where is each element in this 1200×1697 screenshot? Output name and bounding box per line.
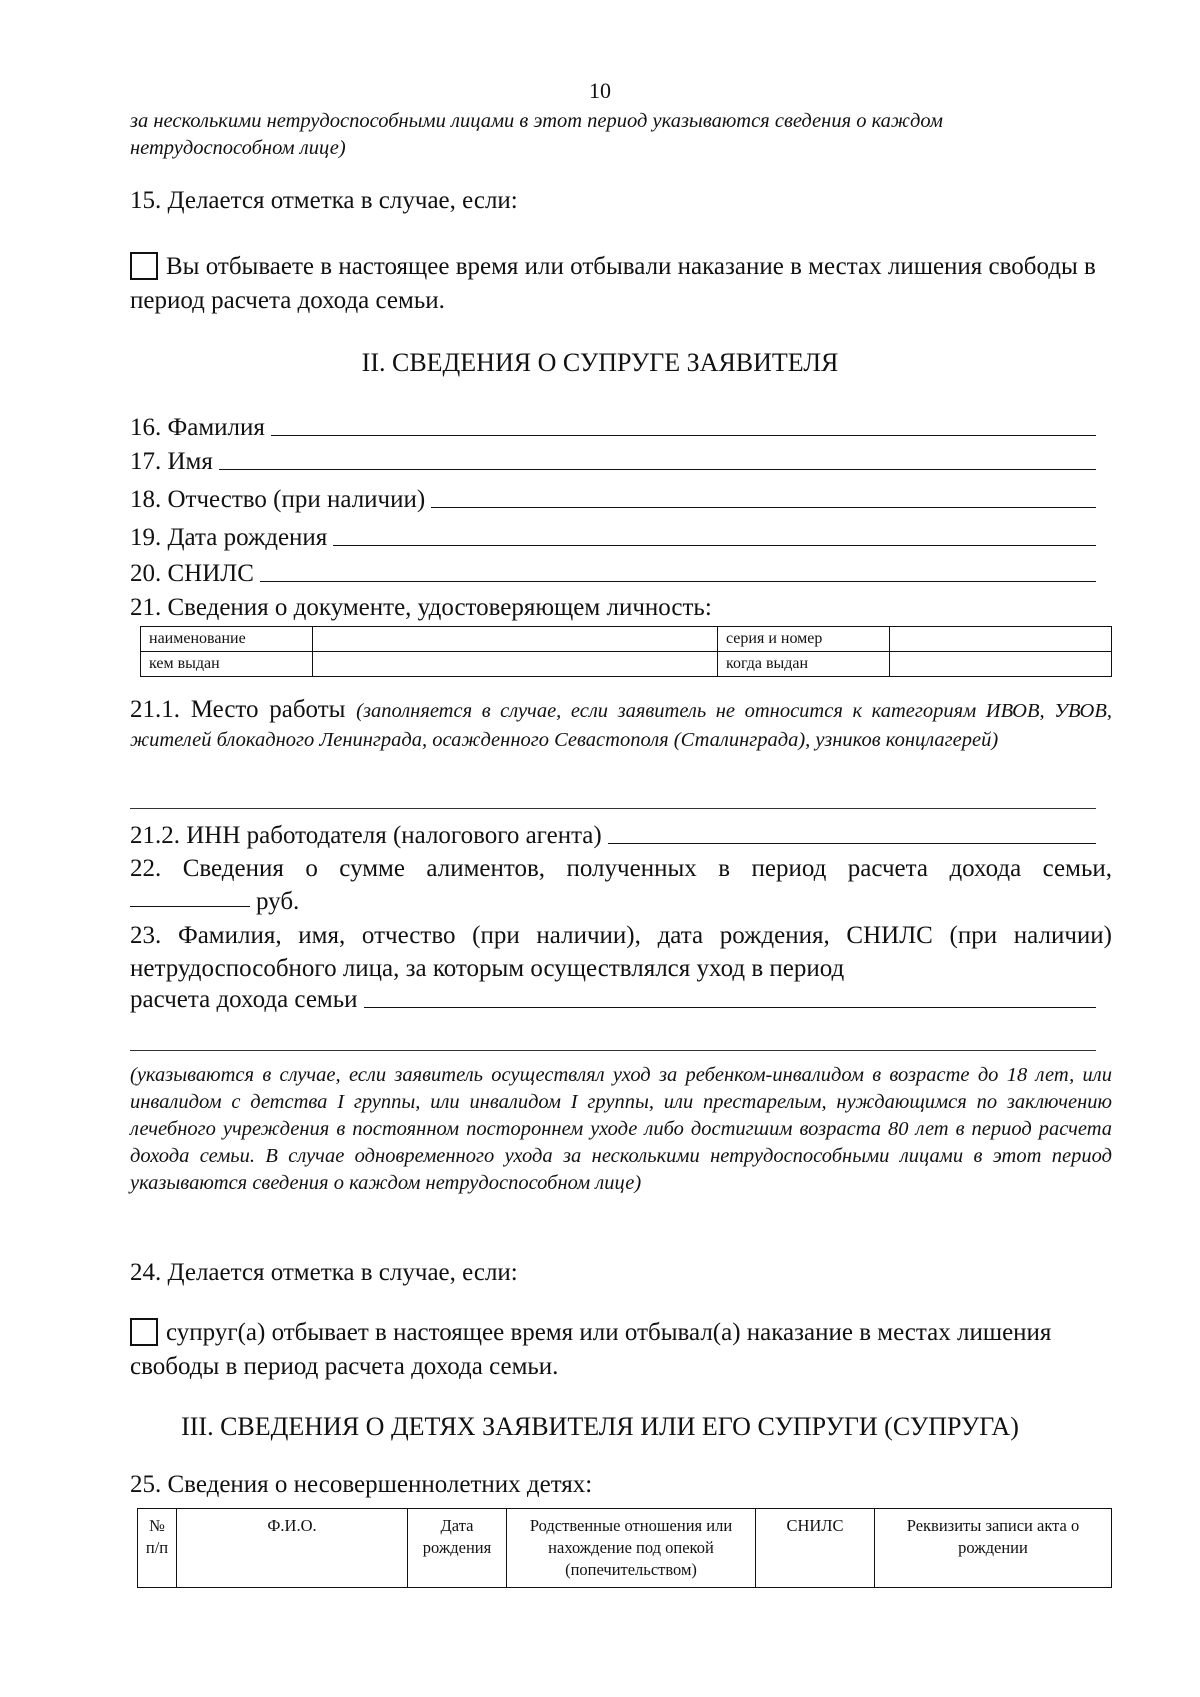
page-number: 10	[589, 78, 611, 103]
birth-date-field	[130, 518, 1096, 552]
section-2-title: II. СВЕДЕНИЯ О СУПРУГЕ ЗАЯВИТЕЛЯ	[361, 348, 839, 377]
workplace-input[interactable]	[130, 808, 1096, 809]
children-table	[137, 1508, 1112, 1588]
id-document-label: 21. Сведения о документе, удостоверяющем личность:	[130, 594, 712, 621]
first-name-label: 17. Имя	[130, 448, 213, 475]
surname-input[interactable]	[271, 434, 1096, 436]
surname-field	[130, 408, 1096, 442]
doc-issued-by-label: кем выдан	[141, 652, 313, 677]
doc-series-label: серия и номер	[718, 627, 890, 652]
col-birth-date: Дата рождения	[408, 1509, 507, 1588]
top-note: за несколькими нетрудоспособными лицами в этот период указываются сведения о каждом нетрудоспособном лице)	[130, 110, 943, 159]
item-22-amount-row	[130, 885, 1112, 918]
workplace-note: (заполняется в случае, если заявитель не относится к категориям ИВОВ, УВОВ, жителей блокадного Ленинграда, осажденного Севастополя (Сталинграда), узников концлагерей)	[130, 700, 1112, 751]
employer-inn-input[interactable]	[608, 842, 1096, 844]
doc-name-label: наименование	[141, 627, 313, 652]
doc-issued-date-label: когда выдан	[718, 652, 890, 677]
dependent-info-input[interactable]	[364, 1006, 1096, 1008]
patronymic-input[interactable]	[431, 506, 1096, 508]
id-document-table	[140, 626, 1112, 677]
patronymic-field	[130, 480, 1096, 514]
col-relationship: Родственные отношения или нахождение под опекой (попечительством)	[507, 1509, 756, 1588]
workplace-label: 21.1. Место работы	[130, 696, 346, 723]
alimony-amount-input[interactable]	[130, 905, 250, 907]
doc-name-value[interactable]	[313, 627, 718, 652]
doc-issued-by-value[interactable]	[313, 652, 718, 677]
first-name-field	[130, 442, 1096, 476]
birth-date-label: 19. Дата рождения	[130, 524, 328, 551]
col-snils: СНИЛС	[756, 1509, 875, 1588]
alimony-unit: руб.	[256, 888, 300, 915]
employer-inn-label: 21.2. ИНН работодателя (налогового агента)	[130, 822, 602, 849]
item-15-checkbox-row	[130, 250, 1112, 318]
employer-inn-field	[130, 816, 1096, 850]
item-15-label: 15. Делается отметка в случае, если:	[130, 187, 518, 214]
item-24-checkbox-row	[130, 1316, 1112, 1384]
item-23-note: (указываются в случае, если заявитель осуществлял уход за ребенком-инвалидом в возрасте до 18 лет, или инвалидом с детства I группы, или инвалидом I группы, или престарелым, нуждающимся по заключению лечебного учреждения в постоянном постороннем уходе либо достигшим возраста 80 лет в период расчета дохода семьи. В случае одновременного ухода за несколькими нетрудоспособными лицами в этот период указываются сведения о каждом нетрудоспособном лице)	[130, 1064, 1112, 1194]
snils-field	[130, 554, 1096, 588]
col-full-name: Ф.И.О.	[177, 1509, 408, 1588]
surname-label: 16. Фамилия	[130, 414, 265, 441]
doc-series-value[interactable]	[890, 627, 1112, 652]
col-birth-record: Реквизиты записи акта о рождении	[875, 1509, 1112, 1588]
item-15-checkbox-text: Вы отбываете в настоящее время или отбывали наказание в местах лишения свободы в период расчета дохода семьи.	[130, 253, 1096, 314]
item-24-label: 24. Делается отметка в случае, если:	[130, 1259, 518, 1286]
item-15-checkbox[interactable]	[130, 252, 158, 280]
item-24-checkbox[interactable]	[130, 1318, 158, 1346]
item-21-1	[130, 696, 1112, 754]
dependent-info-input-line-2[interactable]	[130, 1050, 1096, 1051]
patronymic-label: 18. Отчество (при наличии)	[130, 486, 426, 513]
first-name-input[interactable]	[219, 468, 1096, 470]
item-23-text: 23. Фамилия, имя, отчество (при наличии), дата рождения, СНИЛС (при наличии) нетрудоспособного лица, за которым осуществлялся уход в период	[130, 922, 1112, 982]
dependent-info-label: расчета дохода семьи	[130, 986, 358, 1013]
dependent-info-field	[130, 980, 1096, 1014]
children-table-header	[138, 1509, 1112, 1588]
snils-input[interactable]	[260, 580, 1096, 582]
snils-label: 20. СНИЛС	[130, 560, 254, 587]
item-22-text: 22. Сведения о сумме алиментов, полученных в период расчета дохода семьи,	[130, 855, 1112, 882]
col-number: № п/п	[138, 1509, 177, 1588]
doc-issued-date-value[interactable]	[890, 652, 1112, 677]
item-24-checkbox-text: супруг(а) отбывает в настоящее время или отбывал(а) наказание в местах лишения свободы в период расчета дохода семьи.	[130, 1319, 1052, 1380]
item-25-label: 25. Сведения о несовершеннолетних детях:	[130, 1471, 593, 1498]
birth-date-input[interactable]	[333, 544, 1096, 546]
id-document-field	[130, 588, 1096, 622]
section-3-title: III. СВЕДЕНИЯ О ДЕТЯХ ЗАЯВИТЕЛЯ ИЛИ ЕГО СУПРУГИ (СУПРУГА)	[181, 1412, 1019, 1441]
